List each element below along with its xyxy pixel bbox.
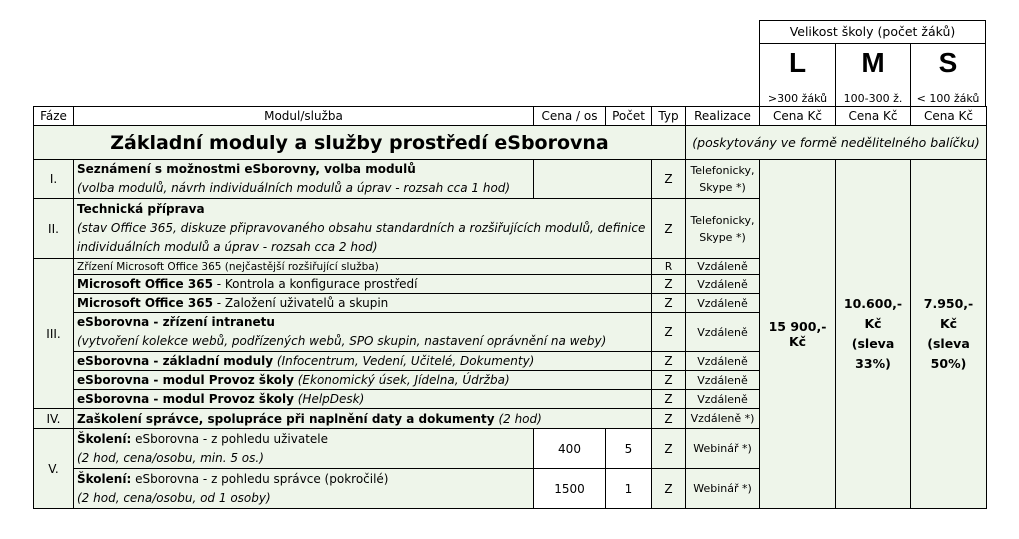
realizace-cell: Vzdáleně <box>686 371 760 390</box>
realizace-cell <box>686 160 760 199</box>
realizace-cell: Vzdáleně *) <box>686 409 760 429</box>
phase-4-text <box>74 409 652 429</box>
row-rest: (2 hod) <box>494 411 542 426</box>
phase-1-desc: (volba modulů, návrh individuálních modulů a úprav - rozsah cca 1 hod) <box>77 181 511 195</box>
col-typ: Typ <box>652 107 686 126</box>
col-cena-os: Cena / os <box>534 107 606 126</box>
size-column-l <box>760 43 836 107</box>
row-desc: (vytvoření kolekce webů, podřízených webů, SPO skupin, nastavení oprávnění na weby) <box>77 334 607 348</box>
phase-1-row <box>34 160 987 199</box>
col-realizace: Realizace <box>686 107 760 126</box>
section-note: (poskytovány ve formě nedělitelného balíčku) <box>686 126 987 160</box>
row-bold: Školení: <box>77 431 132 446</box>
phase-label: IV. <box>34 409 74 429</box>
phase-3-row-7-text <box>74 390 652 409</box>
realizace-cell: Vzdáleně <box>686 259 760 275</box>
phase-label: III. <box>34 259 74 409</box>
price-s-cell <box>911 160 987 509</box>
phase-3-row-5-text <box>74 352 652 371</box>
price-m: 10.600,- Kč <box>843 296 903 331</box>
phase-label: I. <box>34 160 74 199</box>
size-letter-m: M <box>861 47 885 78</box>
row-bold: Microsoft Office 365 <box>77 296 213 310</box>
row-desc: (2 hod, cena/osobu, od 1 osoby) <box>77 490 271 505</box>
size-letter-l: L <box>788 47 807 78</box>
row-bold: eSborovna - zřízení intranetu <box>77 315 275 329</box>
school-size-header <box>759 20 986 106</box>
size-range-m: 100-300 ž. <box>843 92 903 105</box>
phase-1-title: Seznámení s možnostmi eSborovny, volba modulů <box>77 162 416 176</box>
realizace-cell <box>686 199 760 259</box>
typ-cell: Z <box>652 275 686 294</box>
price-m-discount: (sleva 33%) <box>851 336 895 371</box>
realizace-line-2: Skype *) <box>699 181 746 194</box>
realizace-cell: Vzdáleně <box>686 275 760 294</box>
row-bold: eSborovna - modul Provoz školy <box>77 373 294 387</box>
phase-2-title: Technická příprava <box>77 202 205 216</box>
row-rest: - Založení uživatelů a skupin <box>212 296 389 310</box>
realizace-line-1: Telefonicky, <box>690 213 755 227</box>
price-s: 7.950,- Kč <box>923 296 974 331</box>
size-range-s: < 100 žáků <box>916 92 980 105</box>
realizace-line-2: Skype *) <box>699 230 746 244</box>
typ-cell: Z <box>652 469 686 509</box>
row-bold: Školení: <box>77 471 132 486</box>
realizace-cell: Webinář *) <box>686 429 760 469</box>
row-rest: - Kontrola a konfigurace prostředí <box>212 277 418 291</box>
size-column-m <box>836 43 911 107</box>
phase-3-row-6-text <box>74 371 652 390</box>
phase-5-row-1-text <box>74 429 534 469</box>
typ-cell: Z <box>652 409 686 429</box>
pocet-cell: 1 <box>606 469 652 509</box>
phase-label: V. <box>34 429 74 509</box>
typ-cell: Z <box>652 352 686 371</box>
price-l-cell: 15 900,- Kč <box>760 160 836 509</box>
realizace-cell: Vzdáleně <box>686 390 760 409</box>
school-size-title: Velikost školy (počet žáků) <box>760 21 985 44</box>
cena-cell: 1500 <box>534 469 606 509</box>
cena-cell: 400 <box>534 429 606 469</box>
typ-cell: Z <box>652 160 686 199</box>
phase-label: II. <box>34 199 74 259</box>
col-cena-l: Cena Kč <box>760 107 836 126</box>
size-letter-s: S <box>938 47 958 78</box>
row-bold: eSborovna - základní moduly <box>77 354 274 368</box>
empty-cell <box>534 160 652 199</box>
size-range-l: >300 žáků <box>767 92 828 105</box>
column-header-row <box>34 107 987 126</box>
col-faze: Fáze <box>34 107 74 126</box>
price-m-cell <box>836 160 911 509</box>
realizace-line-1: Telefonicky, <box>690 164 755 177</box>
price-table <box>33 106 987 509</box>
price-s-discount: (sleva 50%) <box>927 336 970 371</box>
row-rest: eSborovna - z pohledu uživatele <box>131 431 328 446</box>
col-cena-m: Cena Kč <box>836 107 911 126</box>
row-desc: (2 hod, cena/osobu, min. 5 os.) <box>77 450 264 465</box>
row-rest: (Ekonomický úsek, Jídelna, Údržba) <box>293 373 510 387</box>
typ-cell: Z <box>652 429 686 469</box>
realizace-cell: Vzdáleně <box>686 313 760 352</box>
typ-cell: R <box>652 259 686 275</box>
pocet-cell: 5 <box>606 429 652 469</box>
section-title: Základní moduly a služby prostředí eSborovna <box>34 126 686 160</box>
row-rest: (Infocentrum, Vedení, Učitelé, Dokumenty) <box>273 354 535 368</box>
price-sheet <box>33 20 986 520</box>
col-modul: Modul/služba <box>74 107 534 126</box>
typ-cell: Z <box>652 199 686 259</box>
row-rest: eSborovna - z pohledu správce (pokročilé) <box>131 471 389 486</box>
col-pocet: Počet <box>606 107 652 126</box>
phase-2-desc: (stav Office 365, diskuze připravovaného obsahu standardních a rozšiřujících modulů, definice individuálních modulů a úprav - rozsah cca 2 hod) <box>77 221 646 254</box>
phase-3-row-2-text <box>74 275 652 294</box>
realizace-cell: Vzdáleně <box>686 352 760 371</box>
row-rest: (HelpDesk) <box>293 392 365 406</box>
col-cena-s: Cena Kč <box>911 107 987 126</box>
realizace-cell: Vzdáleně <box>686 294 760 313</box>
section-row <box>34 126 987 160</box>
typ-cell: Z <box>652 390 686 409</box>
row-bold: Zaškolení správce, spolupráce při naplnění daty a dokumenty <box>77 411 495 426</box>
typ-cell: Z <box>652 371 686 390</box>
row-bold: Microsoft Office 365 <box>77 277 213 291</box>
row-bold: eSborovna - modul Provoz školy <box>77 392 294 406</box>
typ-cell: Z <box>652 294 686 313</box>
realizace-cell: Webinář *) <box>686 469 760 509</box>
phase-3-row-1-text: Zřízení Microsoft Office 365 (nejčastější rozšiřující služba) <box>74 259 652 275</box>
phase-5-row-2-text <box>74 469 534 509</box>
phase-2-text <box>74 199 652 259</box>
phase-1-text <box>74 160 534 199</box>
phase-3-row-4-text <box>74 313 652 352</box>
phase-3-row-3-text <box>74 294 652 313</box>
typ-cell: Z <box>652 313 686 352</box>
size-column-s <box>911 43 985 107</box>
